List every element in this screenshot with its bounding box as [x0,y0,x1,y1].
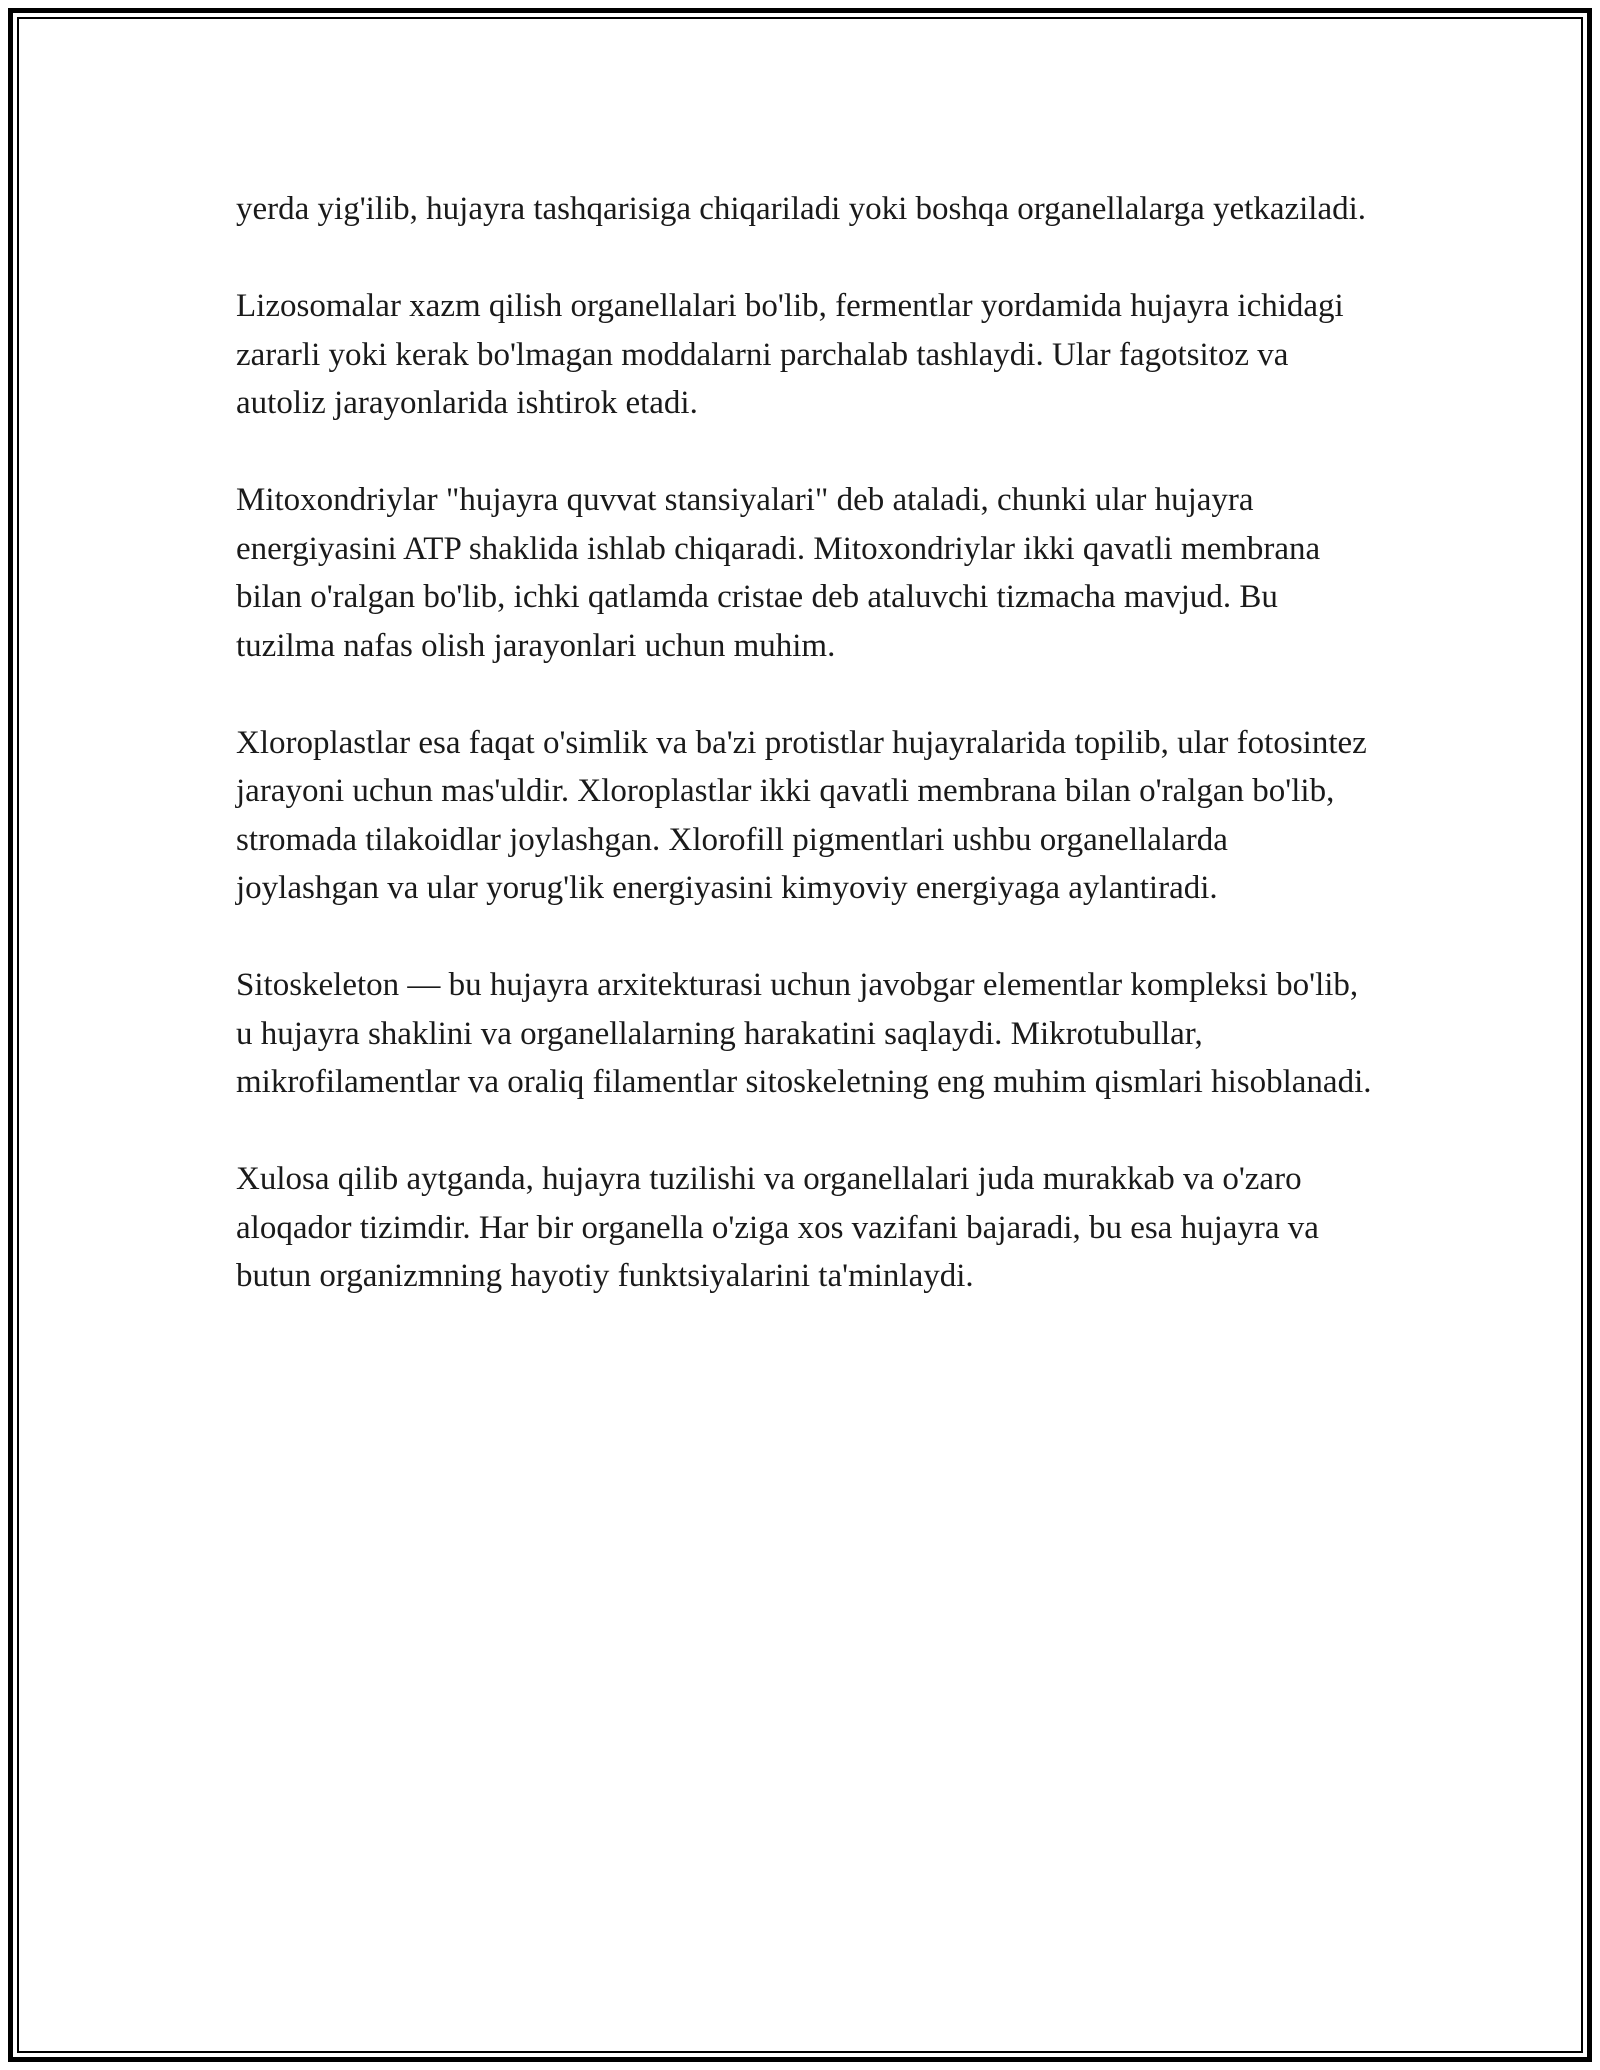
paragraph-lysosomes: Lizosomalar xazm qilish organellalari bo'lib, fermentlar yordamida hujayra ichidagi zararli yoki kerak bo'lmagan moddalarni parchalab tashlaydi. Ular fagotsitoz va autoliz jarayonlarida ishtirok etadi. [236,288,1344,421]
paragraph-golgi-continuation: yerda yig'ilib, hujayra tashqarisiga chiqariladi yoki boshqa organellalarga yetkaziladi. [236,191,1367,227]
paragraph-mitochondria: Mitoxondriylar "hujayra quvvat stansiyalari" deb ataladi, chunki ular hujayra energiyasini ATP shaklida ishlab chiqaradi. Mitoxondriylar ikki qavatli membrana bilan o'ralgan bo'lib, ichki qatlamda cristae deb ataluvchi tizmacha mavjud. Bu tuzilma nafas olish jarayonlari uchun muhim. [236,482,1321,664]
paragraph-cytoskeleton: Sitoskeleton — bu hujayra arxitekturasi uchun javobgar elementlar kompleksi bo'lib, u hujayra shaklini va organellalarning harakatini saqlaydi. Mikrotubullar, mikrofilamentlar va oraliq filamentlar sitoskeletning eng muhim qismlari hisoblanadi. [236,967,1372,1100]
paragraph-chloroplasts: Xloroplastlar esa faqat o'simlik va ba'zi protistlar hujayralarida topilib, ular fotosintez jarayoni uchun mas'uldir. Xloroplastlar ikki qavatli membrana bilan o'ralgan bo'lib, stromada tilakoidlar joylashgan. Xlorofill pigmentlari ushbu organellalarda joylashgan va ular yorug'lik energiyasini kimyoviy energiyaga aylantiradi. [236,724,1367,906]
paragraph-conclusion: Xulosa qilib aytganda, hujayra tuzilishi va organellalari juda murakkab va o'zaro aloqador tizimdir. Har bir organella o'ziga xos vazifani bajaradi, bu esa hujayra va butun organizmning hayotiy funktsiyalarini ta'minlaydi. [236,1161,1319,1294]
document-body [236,185,1376,1349]
